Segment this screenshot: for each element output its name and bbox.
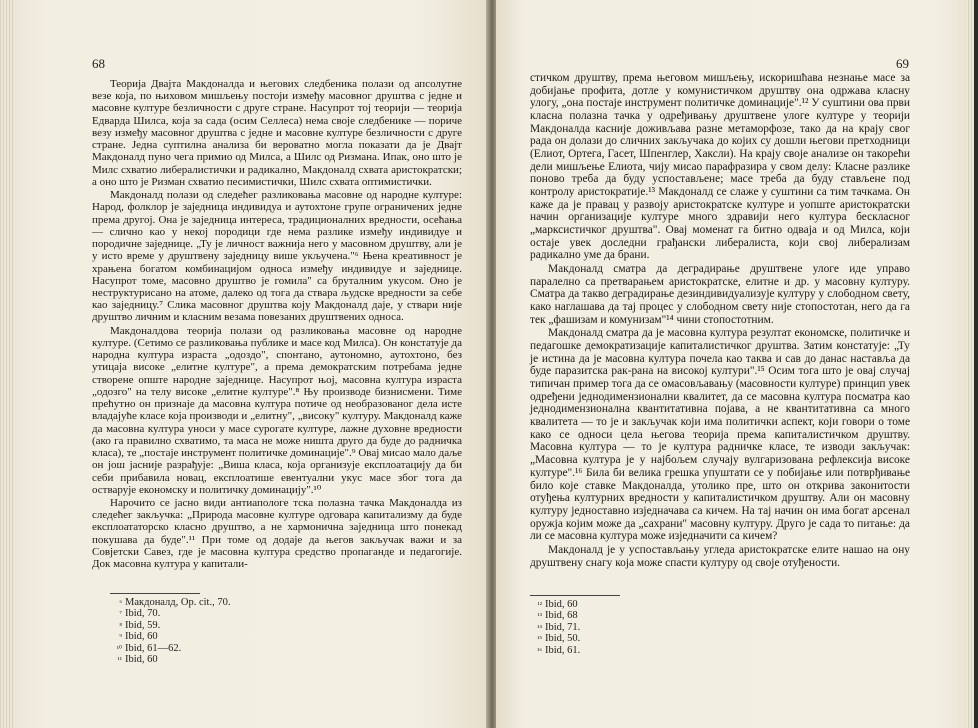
page-number-right: 69	[896, 56, 909, 71]
paragraph: Макдоналдова теорија полази од разликовања масовне од народне културе. (Сетимо се разликовања публике и масе код Милса). Он констатује да народна култура израста „одоздо", спонтано, аутономно, аутохтоно, без утицаја високе „елитне културе", а према демократским потребама једне створене опште народне заједнице. Насупрот њој, масовна култура израста „одозго" на телу високе „елитне културе".⁸ Њу производе бизнисмени. Тиме прећутно он признаје да масовна култура потиче од необразованог дела исте владајуће класе која производи и „елитну", „високу" културу. Макдоналд каже да масовна култура уноси у масе сурогате културе, лажне духовне вредности (ако га правилно схватимо, та маса не може ништа друго да буде до радничка класа), те „постаје инструмент политичке доминације".⁹ Овај мисао мало даље он још јасније разрађује: „Виша класа, која организује експлоатацију да би себи прибавила новац, експлоатише евентуални укус масе због тога да остварује економску и политичку доминацију".¹⁰	[92, 324, 462, 496]
footnote: ¹⁵ Ibid, 50.	[537, 633, 581, 645]
page-number-left: 68	[92, 56, 105, 71]
footnote: ¹⁶ Ibid, 61.	[537, 644, 581, 656]
footnote-rule	[530, 595, 620, 596]
paragraph: Макдоналд сматра да је масовна култура резултат економске, политичке и педагошке демократизације капиталистичког друштва. Затим констатује: „Ту је истина да је масовна култура почела као таква и сав до данас наставља да буде паразитска рак-рана на високој култури".¹⁵ Осим тога што је овај случај типичан пример тога да се омасовљавању (масовности културе) принцип увек одређени једнодимензионални квалитет, да се масовна култура посматра као једнодимензионална квантитативна појава, а не квантитативна са много квалитета — то је и закључак који има политички аспект, који говори о томе како се односи цела његова теорија према капиталистичком друштву. Масовна култура — то је култура радничке класе, те изводи закључак: „Масовна култура је у најбољем случају вулгаризована рефлексија високе културе".¹⁶ Била би велика грешка упуштати се у побијање или потврђивање било које ставке Макдоналда, утолико пре, што он открива законитости отуђења културних вредности у капиталистичком друштву. Али он масовну културу једноставно изједначава са кичем. На тај начин он има богат арсенал оружја којим може да „сахрани" масовну културу. Друго је сада то питање: да ли се масовна култура може изједначити са кичем?	[530, 327, 910, 543]
footnote: ¹⁰ Ibid, 61—62.	[116, 642, 182, 654]
footnote: ¹¹ Ibid, 60	[117, 654, 158, 666]
page-edges-left	[0, 0, 14, 728]
paragraph: Макдоналд је у успостављању угледа аристократске елите нашао на ону друштвену снагу која може спасти културу од своје отуђености.	[530, 543, 910, 569]
footnote: ¹² Ibid, 60	[537, 599, 578, 610]
footnote: ¹³ Ibid, 68	[537, 610, 578, 622]
paragraph: Нарочито се јасно види антиапологе тска полазна тачка Макдоналда из следећег закључка: „Природа масовне културе одговара капитализму да буде експлоататорско класно друштво, а не хармонична заједница што понекад покушава да буде".¹¹ При томе од додаје да његов закључак важи и за Совјетски Савез, где је масовна култура средство пропаганде и педагогије. Док масовна култура у капитали-	[92, 496, 462, 571]
left-body-text	[92, 78, 462, 571]
paragraph: Макдоналд полази од следећег разликовања масовне од народне културе: Народ, фолклор је заједница индивидуа и аутохтоне групе ограничених једне према другој. Она је заједница интереса, традиционалних вредности, осећања — слично као у некој породици где нема разлике између индивидуе и породичне заједнице. „Ту је личност важнија него у масовном друштву, али је у исто време у друштвену заједницу више укључена."⁶ Њена креативност је храњена богатом комбинацијом односа између индивидуе и заједнице. Насупрот томе, масовно друштво је гомила" са бруталним укусом. Оно је неструктурисано на атоме, далеко од тога да ствара људске вредности за себе као заједницу.⁷ Слика масовног друштва коју Макдоналд даје, у ствари није друштво личним и класним везама повезаних друштвених односа.	[92, 189, 462, 324]
footnote: ¹⁴ Ibid, 71.	[537, 621, 581, 633]
paragraph: Макдоналд сматра да деградирање друштвене улоге иде управо паралелно са претварањем аристократске, елитне и др. у масовну културу. Сматра да такво деградирање дезиндивидуализује културу у слободном свету, како наглашава да тај процес у слободном свету није стопостотан, него да га тек „фашизам и комунизам"¹⁴ чини стопостотним.	[530, 263, 910, 326]
paragraph: Теорија Двајта Макдоналда и његових следбеника полази од апсолутне везе која, по њиховом мишљењу постоји између масовног друштва с једне и масовне културе безличности с друге стране. Насупрот тој теорији — теорија Едварда Шилса, која за сада (осим Селлеса) нема своје следбенике — пориче везу између масовног друштва с једне и масовне културе безличности с друге стране. Једна суптилна анализа би вероватно могла показати да је Двајт Макдоналд пуно чега примио од Милса, а Шилс од Ризмана. Ипак, оно што је Милс схватио либералистички и радикално, Макдоналд схвата аристократски; а оно што је Ризман схватио песимистички, Шилс схвата оптимистички.	[92, 78, 462, 188]
footnote: ⁹ Ibid, 60	[119, 631, 158, 643]
left-footnotes	[108, 597, 230, 665]
right-page	[496, 0, 974, 728]
footnote-rule	[110, 593, 200, 594]
footnote: ⁷ Ibid, 70.	[119, 608, 161, 620]
right-footnotes	[528, 599, 580, 656]
left-page	[0, 0, 488, 728]
page-edges-right	[966, 0, 974, 728]
footnote: ⁶ Макдоналд, Op. cit., 70.	[119, 597, 231, 608]
right-body-text	[530, 72, 910, 570]
paragraph: стичком друштву, према његовом мишљењу, искоришћава незнање масе за добијање профита, дотле у комунистичком друштву она одржава класну улогу, „она постаје инструмент политичке доминације".¹² У суштини ова први класна полазна тачка у одређивању друштвене улоге културе у теорији Макдоналда касније доживљава разне метаморфозе, тако да на крају свог рада он долази до сличних закључака до којих су дошли његови претходници (Елиот, Ортега, Гасет, Шпенглер, Хаксли). На крају своје анализе он такорећи дели мишљење Елиота, чију мисао парафразира у свом делу: Класне разлике поново треба да буду успостављене; масе треба да буду стављене под контролу аристократије.¹³ Макдоналд се слаже у суштини са тим тачкама. Он каже да је правац у развоју аристократске културе и уопште аристократски начин организације културе много здравији него култура бескласног „марксистичког друштва". Овај моменат га битно одваја и од Милса, који остаје увек доследни грађански либералиста, који свој либерализам радикално уме да брани.	[530, 72, 910, 262]
footnote: ⁸ Ibid, 59.	[119, 619, 161, 631]
